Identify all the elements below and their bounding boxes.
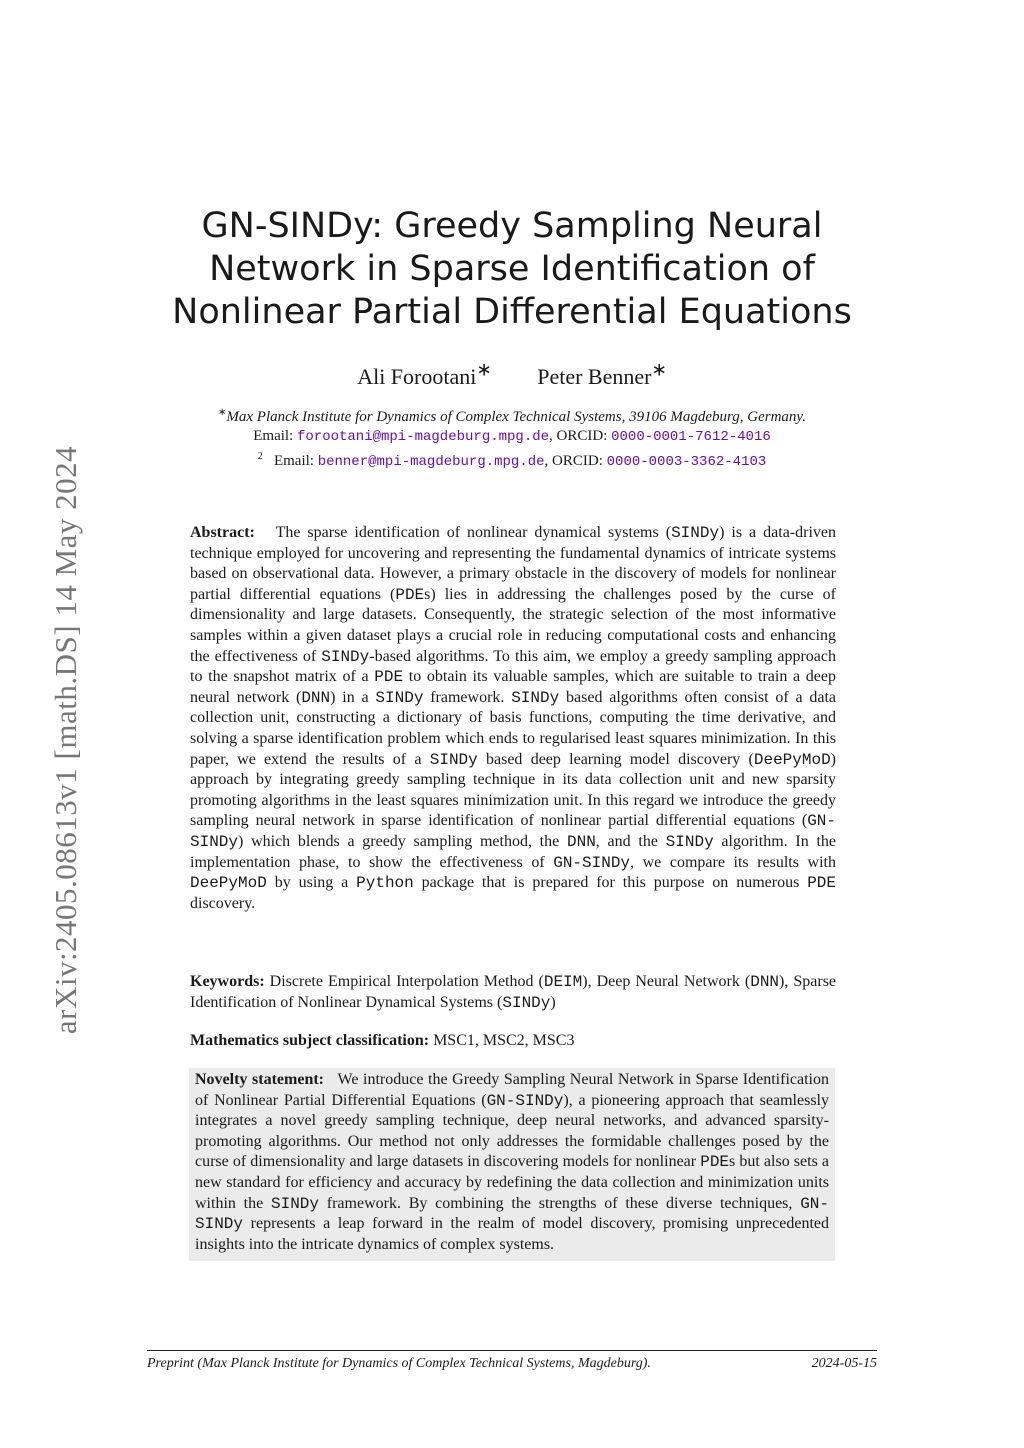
code-term: GN-SINDy <box>486 1091 564 1110</box>
code-term: GN-SINDy <box>195 1194 829 1234</box>
text-run: , and the <box>595 832 666 850</box>
keywords-label: Keywords: <box>190 973 265 990</box>
code-term: DNN <box>301 688 331 707</box>
affiliation-sup: 2 <box>257 451 263 462</box>
orcid-link[interactable]: 0000-0003-3362-4103 <box>606 454 767 470</box>
code-term: PDE <box>700 1153 730 1172</box>
author-list <box>140 360 884 390</box>
footer-date: 2024-05-15 <box>811 1356 877 1371</box>
code-term: GN-SINDy <box>553 853 631 872</box>
msc-value: MSC1, MSC2, MSC3 <box>433 1032 575 1049</box>
novelty-label: Novelty statement: <box>195 1071 324 1088</box>
affiliation-block <box>140 403 884 472</box>
text-run: ) which blends a greedy sampling method, the <box>238 832 567 850</box>
text-run: ), a pioneering approach that seamlessly integrates a novel greedy sampling technique, deep neural networks, and advanced sparsity-promoting algorithms. Our method not only addresses the formidable challenges posed by the curse of dimensionality and large datasets in discovering models for nonlinear <box>195 1091 829 1171</box>
text-run: discovery. <box>190 894 256 912</box>
text-run: Discrete Empirical Interpolation Method ( <box>269 973 544 990</box>
orcid-label: , ORCID: <box>549 428 612 444</box>
code-term: DeePyMoD <box>753 750 831 769</box>
code-term: SINDy <box>665 832 714 851</box>
footer-text: Preprint (Max Planck Institute for Dynamics of Complex Technical Systems, Magdeburg). <box>147 1356 651 1371</box>
author-mark: ∗ <box>476 360 492 380</box>
text-run: ), Deep Neural Network ( <box>582 973 751 990</box>
keywords-body <box>190 973 836 1011</box>
text-run: framework. By combining the strengths of these diverse techniques, <box>319 1194 801 1212</box>
text-run: to obtain its valuable samples, which are suitable to train a deep neural network ( <box>190 668 836 706</box>
text-run: , we compare its results with <box>630 853 836 871</box>
code-term: SINDy <box>429 750 478 769</box>
text-run: The sparse identification of nonlinear dynamical systems ( <box>275 524 672 541</box>
affiliation-institution: Max Planck Institute for Dynamics of Complex Technical Systems, 39106 Magdeburg, Germany. <box>226 409 806 425</box>
text-run: algorithm. In the implementation phase, to show the effectiveness of <box>190 832 836 871</box>
code-term: DNN <box>750 973 780 991</box>
author-mark: ∗ <box>651 360 667 380</box>
code-term: GN-SINDy <box>190 812 836 851</box>
text-run: ), Sparse Identification of Nonlinear Dynamical Systems ( <box>190 973 837 1011</box>
author-name: Ali Forootani <box>357 364 477 390</box>
novelty-body <box>195 1071 829 1253</box>
code-term: SINDy <box>511 688 560 707</box>
email-label: Email: <box>253 428 297 444</box>
orcid-link[interactable]: 0000-0001-7612-4016 <box>611 429 771 445</box>
orcid-label: , ORCID: <box>544 453 607 469</box>
code-term: PDE <box>374 668 404 687</box>
title-line: Nonlinear Partial Differential Equations <box>172 292 852 332</box>
text-run: represents a leap forward in the realm of model discovery, promising unprecedented insights into the intricate dynamics of complex systems. <box>195 1215 829 1253</box>
contact-line <box>140 447 884 472</box>
text-run: package that is prepared for this purpose on numerous <box>413 874 808 892</box>
text-run: framework. <box>423 688 512 706</box>
abstract-body <box>190 524 836 912</box>
keywords <box>190 972 836 1013</box>
abstract-label: Abstract: <box>190 524 255 541</box>
affiliation-institution-line <box>140 403 884 427</box>
text-run: -based algorithms. To this aim, we employ a greedy sampling approach to the snapshot matrix of a <box>190 647 837 686</box>
email-link[interactable]: benner@mpi-magdeburg.mpg.de <box>317 454 545 470</box>
msc-label: Mathematics subject classification: <box>190 1032 430 1049</box>
code-term: PDE <box>395 585 425 604</box>
text-run: based algorithms often consist of a data collection unit, constructing a dictionary of basis functions, computing the time derivative, and solving a sparse identification problem which ends to regularised least squares minimization. In this paper, we extend the results of a <box>190 688 837 768</box>
code-term: SINDy <box>502 993 551 1012</box>
affiliation-mark: ∗ <box>217 407 227 418</box>
paper-title <box>140 205 884 334</box>
code-term: DEIM <box>543 973 583 991</box>
title-line: Network in Sparse Identification of <box>209 249 815 289</box>
code-term: DNN <box>566 832 596 851</box>
email-link[interactable]: forootani@mpi-magdeburg.mpg.de <box>296 429 550 445</box>
footer-rule <box>147 1350 877 1351</box>
msc-classification <box>190 1031 836 1052</box>
code-term: SINDy <box>671 524 720 542</box>
author <box>537 360 667 390</box>
code-term: SINDy <box>375 688 424 707</box>
abstract <box>190 523 836 914</box>
text-run: s but also sets a new standard for efficiency and accuracy by redefining the data collection and minimization units within the <box>195 1153 830 1212</box>
code-term: Python <box>356 874 414 893</box>
text-run: ) is a data-driven technique employed for uncovering and representing the fundamental dynamics of intricate systems based on observational data. However, a primary obstacle in the discovery of models for nonlinear partial differential equations ( <box>190 524 837 603</box>
code-term: PDE <box>807 874 836 893</box>
email-label: Email: <box>273 453 318 469</box>
page-footer <box>147 1356 877 1372</box>
code-term: SINDy <box>321 647 370 666</box>
contact-line <box>140 427 884 447</box>
novelty-statement <box>189 1068 835 1261</box>
text-run: We introduce the Greedy Sampling Neural Network in Sparse Identification of Nonlinear Partial Differential Equations ( <box>195 1071 829 1109</box>
text-run: by using a <box>266 874 357 892</box>
author <box>357 360 492 390</box>
text-run: ) in a <box>330 688 376 706</box>
text-run: ) <box>550 993 556 1011</box>
arxiv-stamp: arXiv:2405.08613v1 [math.DS] 14 May 2024 <box>48 445 83 1035</box>
code-term: SINDy <box>270 1194 319 1213</box>
text-run: s) lies in addressing the challenges posed by the curse of dimensionality and large datasets. Consequently, the strategic selection of the most informative samples within a given dataset plays a crucial role in reducing computational costs and enhancing the effectiveness of <box>190 585 836 665</box>
code-term: DeePyMoD <box>190 874 267 893</box>
author-name: Peter Benner <box>537 364 652 390</box>
text-run: ) approach by integrating greedy sampling technique in its data collection unit and new sparsity promoting algorithms in the least squares minimization unit. In this regard we introduce the greedy sampling neural network in sparse identification of nonlinear partial differential equations ( <box>190 750 836 830</box>
text-run: based deep learning model discovery ( <box>477 750 754 768</box>
title-line: GN-SINDy: Greedy Sampling Neural <box>201 206 823 246</box>
